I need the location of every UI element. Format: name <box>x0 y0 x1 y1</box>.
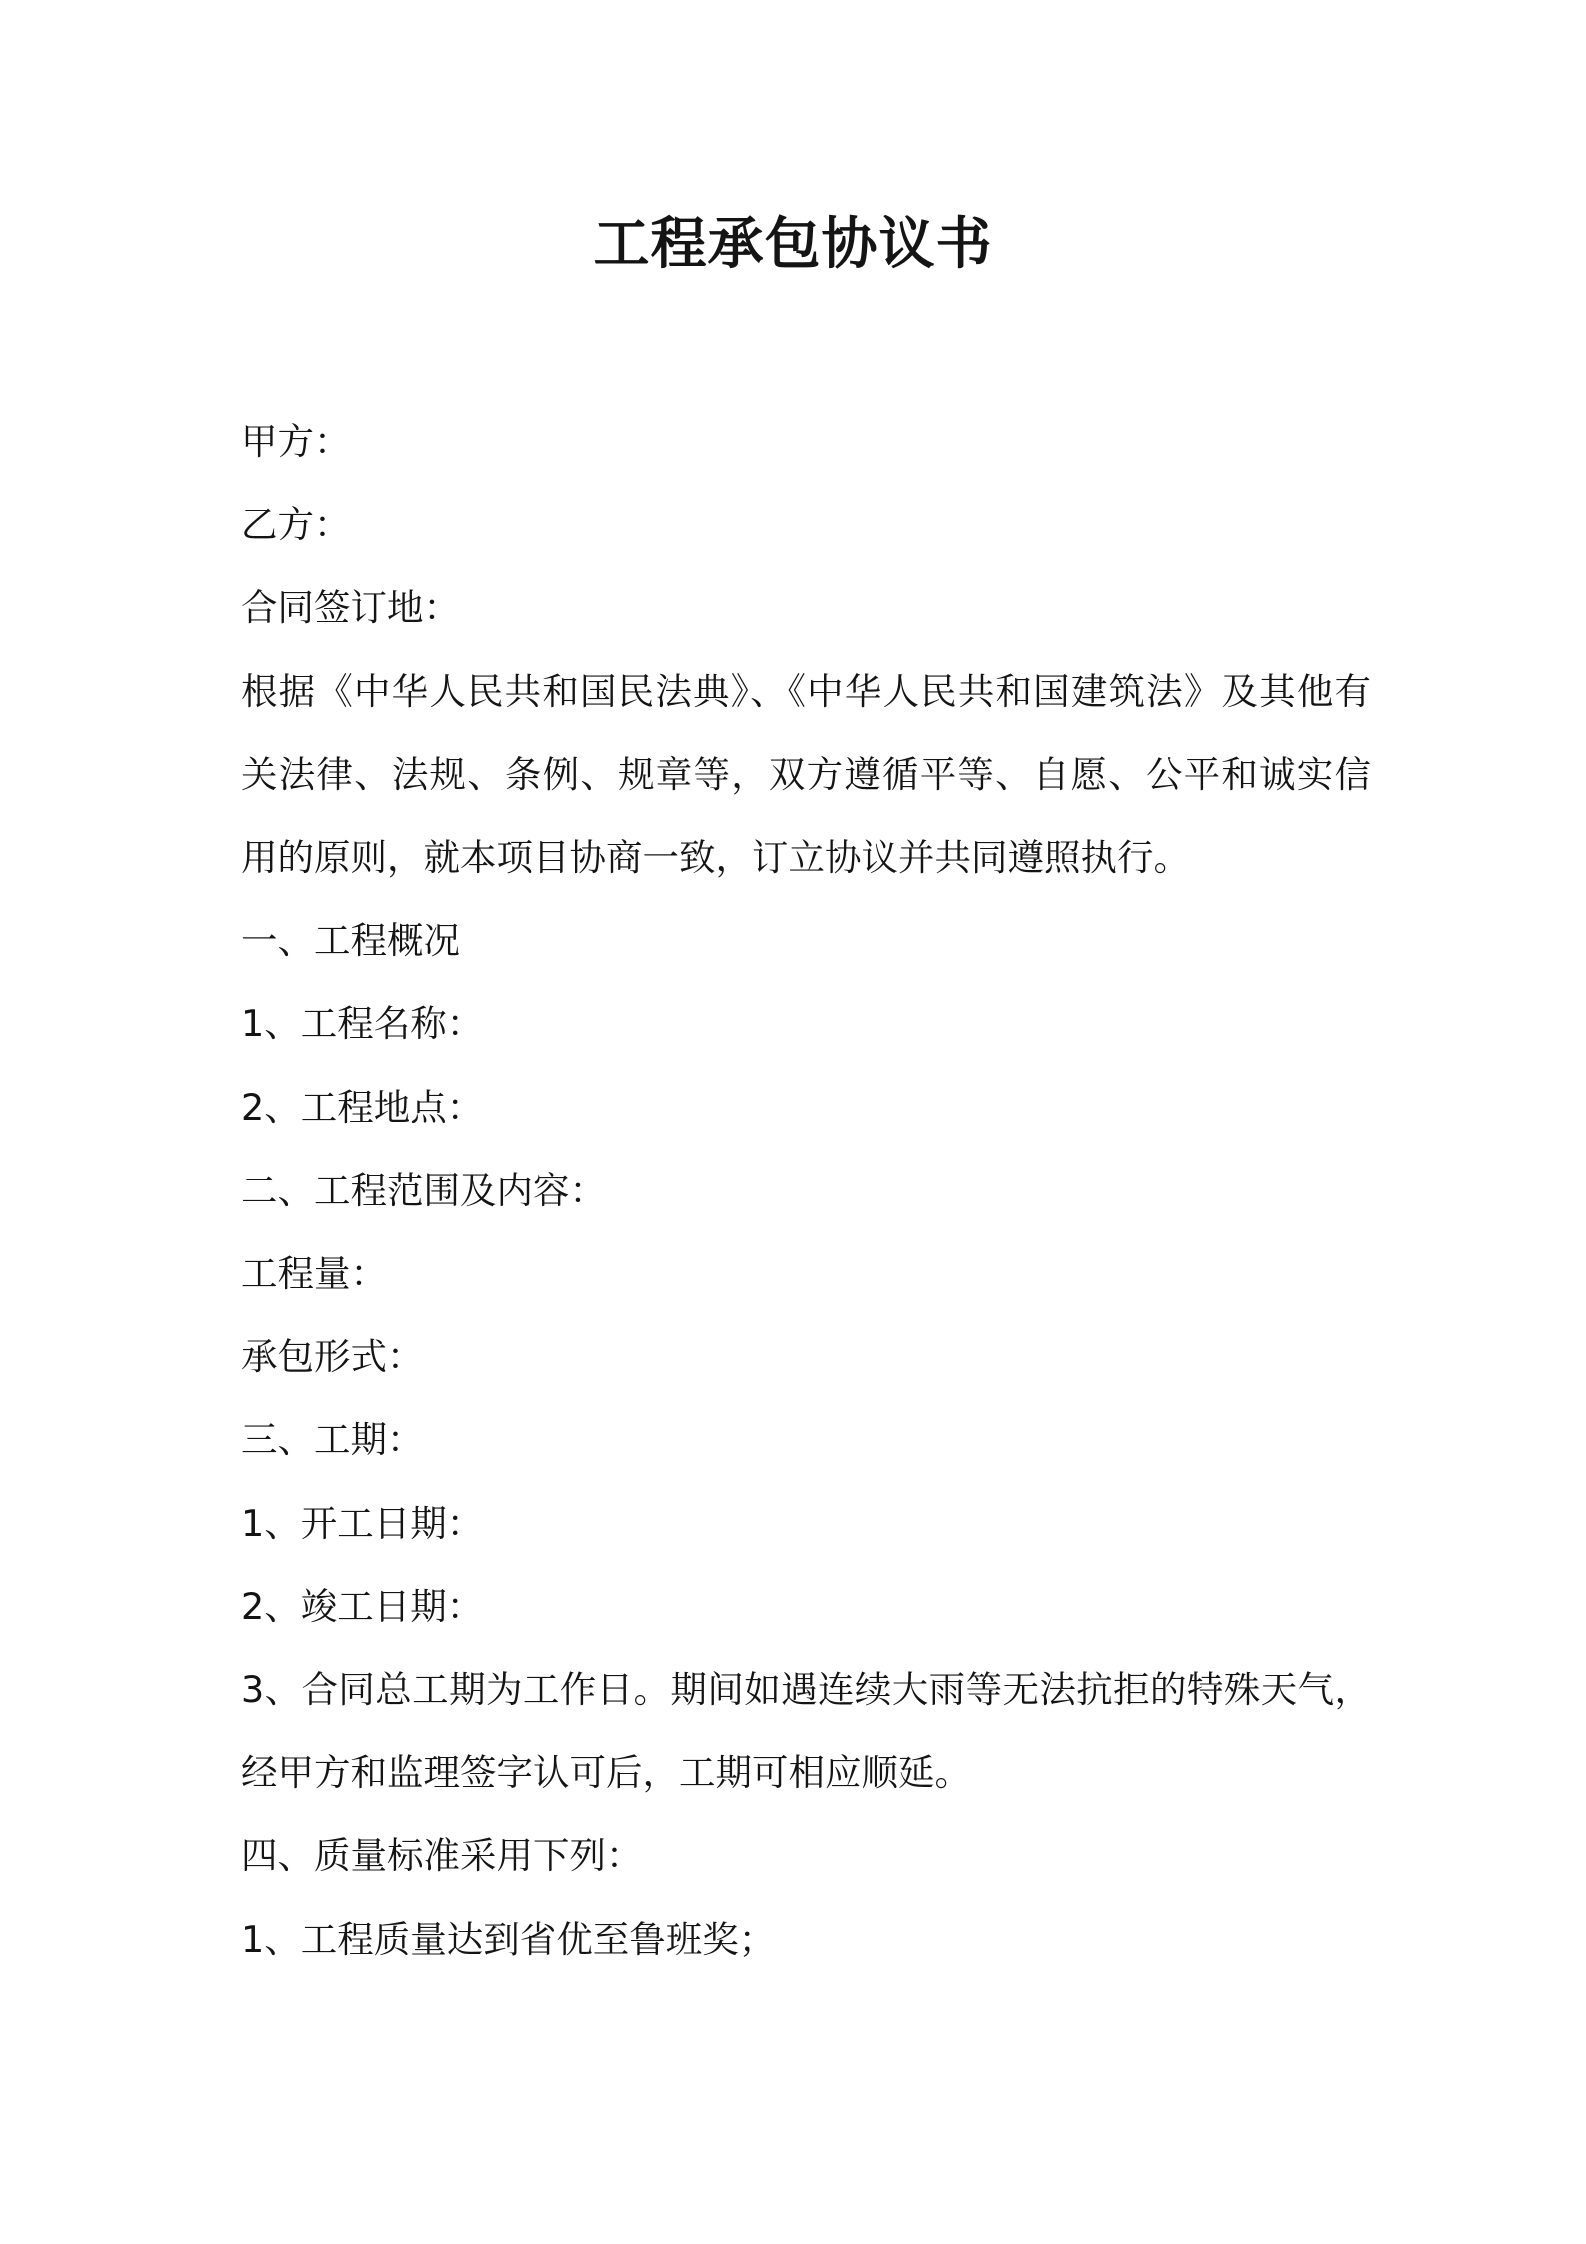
duration-paragraph: 3、合同总工期为工作日。期间如遇连续大雨等无法抗拒的特殊天气，经甲方和监理签字认可后，工期可相应顺延。 <box>241 1668 1371 1795</box>
document-title: 工程承包协议书 <box>593 212 993 277</box>
document-body <box>241 400 1371 1981</box>
start-date-line: 1、开工日期： <box>241 1501 484 1545</box>
section-heading-3: 三、工期： <box>241 1418 424 1462</box>
project-name-line: 1、工程名称： <box>241 1002 484 1046</box>
section-heading-1: 一、工程概况 <box>241 919 460 963</box>
quality-standard-line: 1、工程质量达到省优至鲁班奖； <box>241 1917 776 1961</box>
party-a-line: 甲方： <box>241 420 351 463</box>
signing-place-line: 合同签订地： <box>241 586 460 630</box>
completion-date-line: 2、竣工日期： <box>241 1584 484 1628</box>
preamble-paragraph: 根据《中华人民共和国民法典》、《中华人民共和国建筑法》及其他有关法律、法规、条例、规章等，双方遵循平等、自愿、公平和诚实信用的原则，就本项目协商一致，订立协议并共同遵照执行。 <box>241 669 1371 880</box>
work-quantity-line: 工程量： <box>241 1252 387 1296</box>
contract-form-line: 承包形式： <box>241 1335 424 1379</box>
section-heading-4: 四、质量标准采用下列： <box>241 1834 643 1878</box>
section-heading-2: 二、工程范围及内容： <box>241 1168 606 1212</box>
project-location-line: 2、工程地点： <box>241 1085 484 1129</box>
party-b-line: 乙方： <box>241 503 351 547</box>
